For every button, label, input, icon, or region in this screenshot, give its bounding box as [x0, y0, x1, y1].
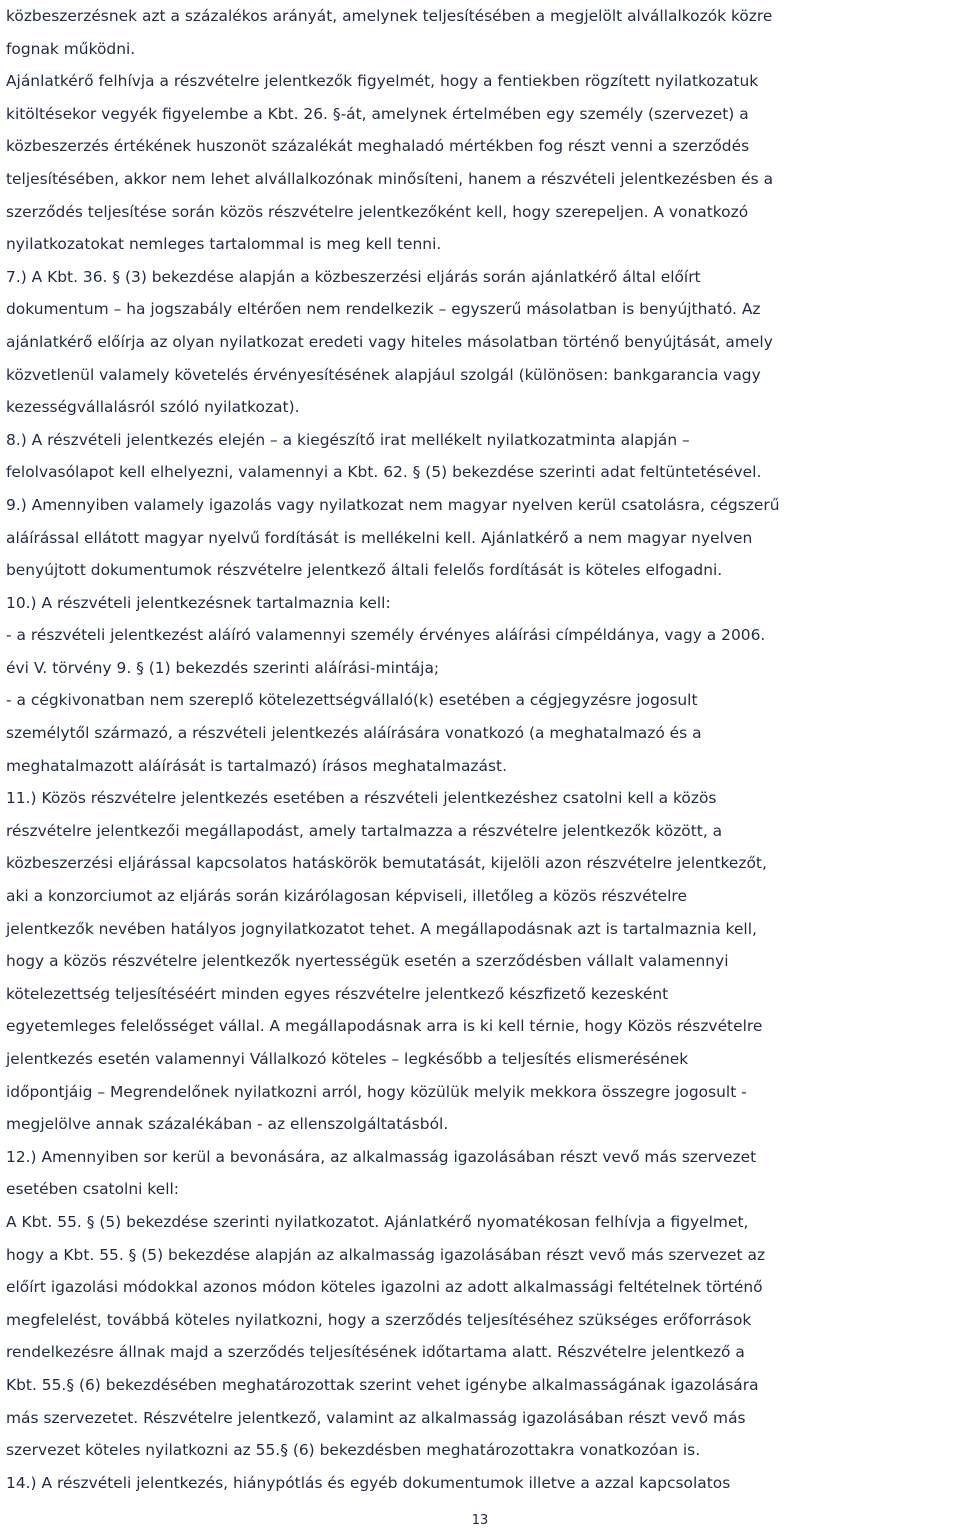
text-line: 10.) A részvételi jelentkezésnek tartalmaznia kell: — [6, 593, 391, 612]
text-line: 9.) Amennyiben valamely igazolás vagy nyilatkozat nem magyar nyelven kerül csatolásra, cégszerű — [6, 495, 780, 514]
text-line: rendelkezésre állnak majd a szerződés teljesítésének időtartama alatt. Részvételre jelentkező a — [6, 1343, 745, 1362]
text-line: közbeszerzésnek azt a százalékos arányát, amelynek teljesítésében a megjelölt alvállalkozók közre — [6, 7, 773, 25]
text-line: egyetemleges felelősséget vállal. A megállapodásnak arra is ki kell térnie, hogy Közös részvételre — [6, 1017, 763, 1036]
text-line: közbeszerzési eljárással kapcsolatos hatáskörök bemutatását, kijelöli azon részvételre jelentkezőt, — [6, 854, 767, 873]
text-line: jelentkezés esetén valamennyi Vállalkozó köteles – legkésőbb a teljesítés elismerésének — [6, 1050, 689, 1068]
text-line: kötelezettség teljesítéséért minden egyes részvételre jelentkező készfizető kezesként — [6, 984, 669, 1003]
text-line: benyújtott dokumentumok részvételre jelentkező általi felelős fordítását is köteles elfogadni. — [6, 561, 723, 580]
text-line: 7.) A Kbt. 36. § (3) bekezdése alapján a közbeszerzési eljárás során ajánlatkérő által előírt — [6, 267, 701, 286]
text-line: közbeszerzés értékének huszonöt százalékát meghaladó mértékben fog részt venni a szerződés — [6, 137, 750, 156]
text-line: A Kbt. 55. § (5) bekezdése szerinti nyilatkozatot. Ajánlatkérő nyomatékosan felhívja a figyelmet, — [6, 1212, 749, 1231]
text-line: - a részvételi jelentkezést aláíró valamennyi személy érvényes aláírási címpéldánya, vagy a 2006. — [6, 626, 766, 645]
text-line: szervezet köteles nyilatkozni az 55.§ (6) bekezdésben meghatározottakra vonatkozóan is. — [6, 1441, 701, 1460]
text-line: megjelölve annak százalékában - az ellenszolgáltatásból. — [6, 1115, 449, 1134]
page-number: 13 — [471, 1513, 489, 1528]
text-line: kezességvállalásról szóló nyilatkozat). — [6, 398, 300, 417]
text-line: meghatalmazott aláírását is tartalmazó) írásos meghatalmazást. — [6, 756, 507, 775]
text-line: hogy a közös részvételre jelentkezők nyertességük esetén a szerződésben vállalt valamennyi — [6, 952, 729, 971]
text-line: hogy a Kbt. 55. § (5) bekezdése alapján az alkalmasság igazolásában részt vevő más szervezet az — [6, 1245, 766, 1264]
text-line: 11.) Közös részvételre jelentkezés esetében a részvételi jelentkezéshez csatolni kell a közös — [6, 789, 717, 808]
text-line: közvetlenül valamely követelés érvényesítésének alapjául szolgál (különösen: bankgarancia vagy — [6, 365, 761, 384]
text-line: 12.) Amennyiben sor kerül a bevonására, az alkalmasság igazolásában részt vevő más szervezet — [6, 1147, 757, 1166]
text-line: jelentkezők nevében hatályos jognyilatkozatot tehet. A megállapodásnak azt is tartalmaznia kell, — [6, 919, 757, 938]
text-line: megfelelést, továbbá köteles nyilatkozni, hogy a szerződés teljesítéséhez szükséges erőforrások — [6, 1310, 752, 1329]
text-line: Kbt. 55.§ (6) bekezdésében meghatározottak szerint vehet igénybe alkalmasságának igazolására — [6, 1375, 759, 1394]
text-line: nyilatkozatokat nemleges tartalommal is meg kell tenni. — [6, 235, 442, 254]
document-body — [6, 0, 958, 1499]
text-line: más szervezetet. Részvételre jelentkező, valamint az alkalmasság igazolásában részt vevő más — [6, 1408, 746, 1427]
text-line: 14.) A részvételi jelentkezés, hiánypótlás és egyéb dokumentumok illetve a azzal kapcsolatos — [6, 1473, 731, 1492]
text-line: időpontjáig – Megrendelőnek nyilatkozni arról, hogy közülük melyik mekkora összegre jogosult - — [6, 1082, 747, 1101]
text-line: ajánlatkérő előírja az olyan nyilatkozat eredeti vagy hiteles másolatban történő benyújtását, amely — [6, 332, 773, 351]
text-line: teljesítésében, akkor nem lehet alvállalkozónak minősíteni, hanem a részvételi jelentkezésben és a — [6, 169, 774, 188]
text-line: Ajánlatkérő felhívja a részvételre jelentkezők figyelmét, hogy a fentiekben rögzített nyilatkozatuk — [6, 72, 759, 91]
text-line: szerződés teljesítése során közös részvételre jelentkezőként kell, hogy szerepeljen. A vonatkozó — [6, 202, 749, 221]
text-line: felolvasólapot kell elhelyezni, valamennyi a Kbt. 62. § (5) bekezdése szerinti adat feltüntetésével. — [6, 463, 762, 482]
text-line: aki a konzorciumot az eljárás során kizárólagosan képviseli, illetőleg a közös részvételre — [6, 887, 687, 906]
text-line: fognak működni. — [6, 39, 136, 58]
text-line: esetében csatolni kell: — [6, 1180, 179, 1199]
text-line: 8.) A részvételi jelentkezés elején – a kiegészítő irat mellékelt nyilatkozatminta alapján – — [6, 430, 690, 449]
text-line: részvételre jelentkezői megállapodást, amely tartalmazza a részvételre jelentkezők között, a — [6, 821, 723, 840]
text-line: személytől származó, a részvételi jelentkezés aláírására vonatkozó (a meghatalmazó és a — [6, 724, 702, 743]
text-line: - a cégkivonatban nem szereplő kötelezettségvállaló(k) esetében a cégjegyzésre jogosult — [6, 691, 698, 710]
text-line: kitöltésekor vegyék figyelembe a Kbt. 26. §-át, amelynek értelmében egy személy (szervezet) a — [6, 104, 749, 123]
text-line: dokumentum – ha jogszabály eltérően nem rendelkezik – egyszerű másolatban is benyújtható. Az — [6, 300, 761, 319]
text-line: aláírással ellátott magyar nyelvű fordítását is mellékelni kell. Ajánlatkérő a nem magyar nyelven — [6, 528, 753, 547]
text-line: előírt igazolási módokkal azonos módon köteles igazolni az adott alkalmassági feltételnek történő — [6, 1278, 763, 1297]
text-line: évi V. törvény 9. § (1) bekezdés szerinti aláírási-mintája; — [6, 658, 440, 677]
